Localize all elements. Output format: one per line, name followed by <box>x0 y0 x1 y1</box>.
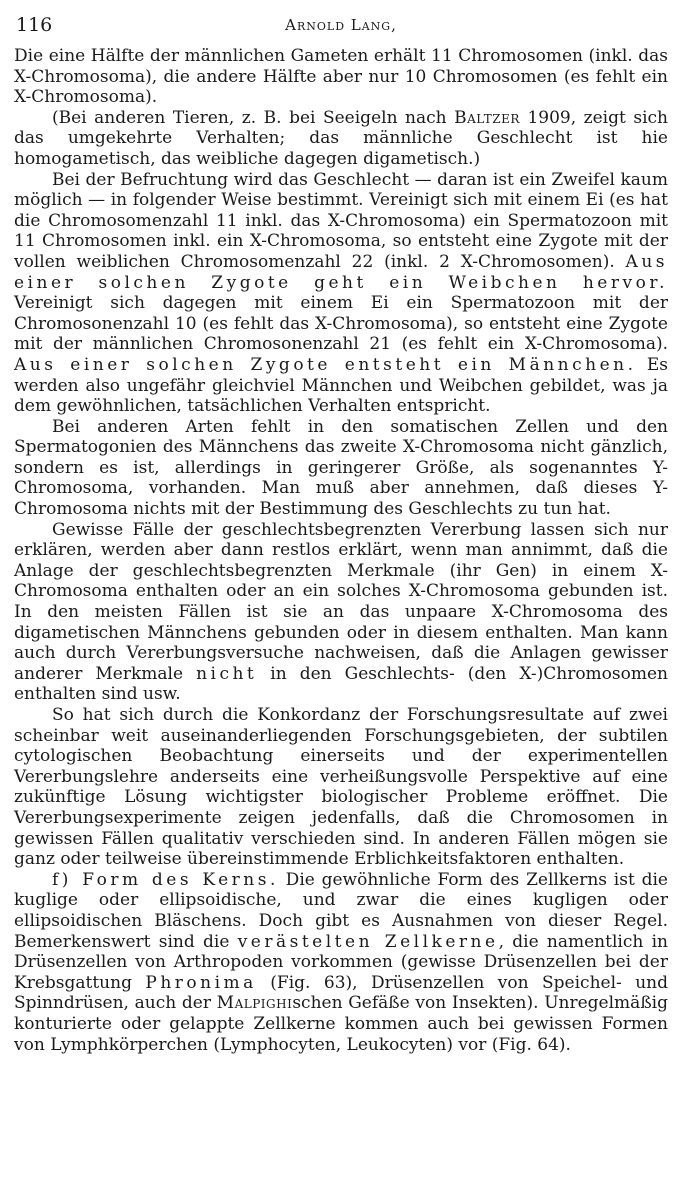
author-name: Malpighi <box>216 993 293 1014</box>
text-run: Vereinigt sich dagegen mit einem Ei ein Spermatozoon mit der Chromosonenzahl 10 (es fehlt das X-Chromosoma), so entsteht eine Zygote mit der männlichen Chromosonenzahl 21 (es fehlt ein X-Chromosoma). <box>14 293 668 355</box>
text-run: (Bei anderen Tieren, z. B. bei Seeigeln nach <box>52 107 455 128</box>
text-run: Gewisse Fälle der geschlechtsbegrenzten Vererbung lassen sich nur erklären, werden aber dann restlos erklärt, wenn man annimmt, daß die Anlage der geschlechtsbegrenzten Merkmale (ihr Gen) in einem X-Chromosoma enthalten oder an ein solches X-Chromosoma gebunden ist. In den meisten Fällen ist sie an das unpaare X-Chromosoma des digametischen Männchens gebunden oder in diesem enthalten. Man kann auch durch Vererbungsversuche nachweisen, daß die Anlagen gewisser anderer Merkmale <box>14 519 668 684</box>
page-header <box>14 10 668 46</box>
paragraph-3 <box>14 170 668 417</box>
paragraph-6: So hat sich durch die Konkordanz der Forschungsresultate auf zwei scheinbar weit auseinanderliegenden Forschungsgebieten, der subtilen cytologischen Beobachtung einerseits und der experimentellen Vererbungslehre anderseits eine verheißungsvolle Perspektive auf eine zukünftige Lösung wichtigster biologischer Probleme eröffnet. Die Vererbungsexperimente zeigen jedenfalls, daß die Chromosomen in gewissen Fällen qualitativ verschieden sind. In anderen Fällen mögen sie ganz oder teilweise übereinstimmende Erblichkeitsfaktoren enthalten. <box>14 705 668 870</box>
page-number: 116 <box>16 14 53 36</box>
text-run: Es werden also ungefähr gleichviel Männchen und Weibchen gebildet, was ja dem gewöhnlichen, tatsächlichen Verhalten entspricht. <box>14 354 669 417</box>
author-name: Baltzer <box>454 107 520 128</box>
section-heading: f) Form des Kerns. <box>52 869 279 890</box>
text-run: (Fig. 63), Drüsenzellen von Speichel- und Spinndrüsen, auch der <box>14 972 669 1014</box>
text-run: 1909, zeigt sich das umgekehrte Verhalten; das männliche Geschlecht ist hie homogametisch, das weibliche dagegen digametisch.) <box>14 107 668 169</box>
paragraph-2 <box>14 108 668 170</box>
spaced-emphasis: Aus einer solchen Zygote geht ein Weibchen hervor. <box>14 251 668 293</box>
spaced-emphasis: Aus einer solchen Zygote entsteht ein Männchen. <box>14 354 637 375</box>
spaced-emphasis: Phronima <box>145 972 257 993</box>
text-run: Die gewöhnliche Form des Zellkerns ist die kuglige oder ellipsoidische, und zwar die eines kugligen oder ellipsoidischen Bläschens. Doch gibt es Ausnahmen von dieser Regel. Bemerkenswert sind die <box>14 869 668 952</box>
text-run: , die namentlich in Drüsenzellen von Arthropoden vorkommen (gewisse Drüsenzellen bei der Krebsgattung <box>14 931 668 993</box>
spaced-emphasis: nicht <box>196 663 258 684</box>
text-run: in den Geschlechts- (den X-)Chromosomen enthalten sind usw. <box>14 663 669 705</box>
text-run: schen Gefäße von Insekten). Unregelmäßig konturierte oder gelappte Zellkerne kommen auch bei gewissen Formen von Lymphkörperchen (Lymphocyten, Leukocyten) vor (Fig. 64). <box>14 993 668 1055</box>
page-body <box>14 46 668 1055</box>
paragraph-7 <box>14 870 668 1055</box>
text-run: Bei der Befruchtung wird das Geschlecht — daran ist ein Zweifel kaum möglich — in folgender Weise bestimmt. Vereinigt sich mit einem Ei (es hat die Chromosomenzahl 11 inkl. das X-Chromosoma) ein Spermatozoon mit 11 Chromosomen inkl. ein X-Chromosoma, so entsteht eine Zygote mit der vollen weiblichen Chromosomenzahl 22 (inkl. 2 X-Chromosomen). <box>14 169 668 272</box>
running-title: Arnold Lang, <box>285 16 397 34</box>
paragraph-1: Die eine Hälfte der männlichen Gameten erhält 11 Chromosomen (inkl. das X-Chromosoma), die andere Hälfte aber nur 10 Chromosomen (es fehlt ein X-Chromosoma). <box>14 46 668 108</box>
spaced-emphasis: verästelten Zellkerne <box>237 931 499 952</box>
paragraph-4: Bei anderen Arten fehlt in den somatischen Zellen und den Spermatogonien des Männchens das zweite X-Chromosoma nicht gänzlich, sondern es ist, allerdings in geringerer Größe, als sogenanntes Y-Chromosoma, vorhanden. Man muß aber annehmen, daß dieses Y-Chromosoma nichts mit der Bestimmung des Geschlechts zu tun hat. <box>14 416 668 520</box>
book-page <box>14 10 668 1055</box>
paragraph-5 <box>14 520 668 705</box>
